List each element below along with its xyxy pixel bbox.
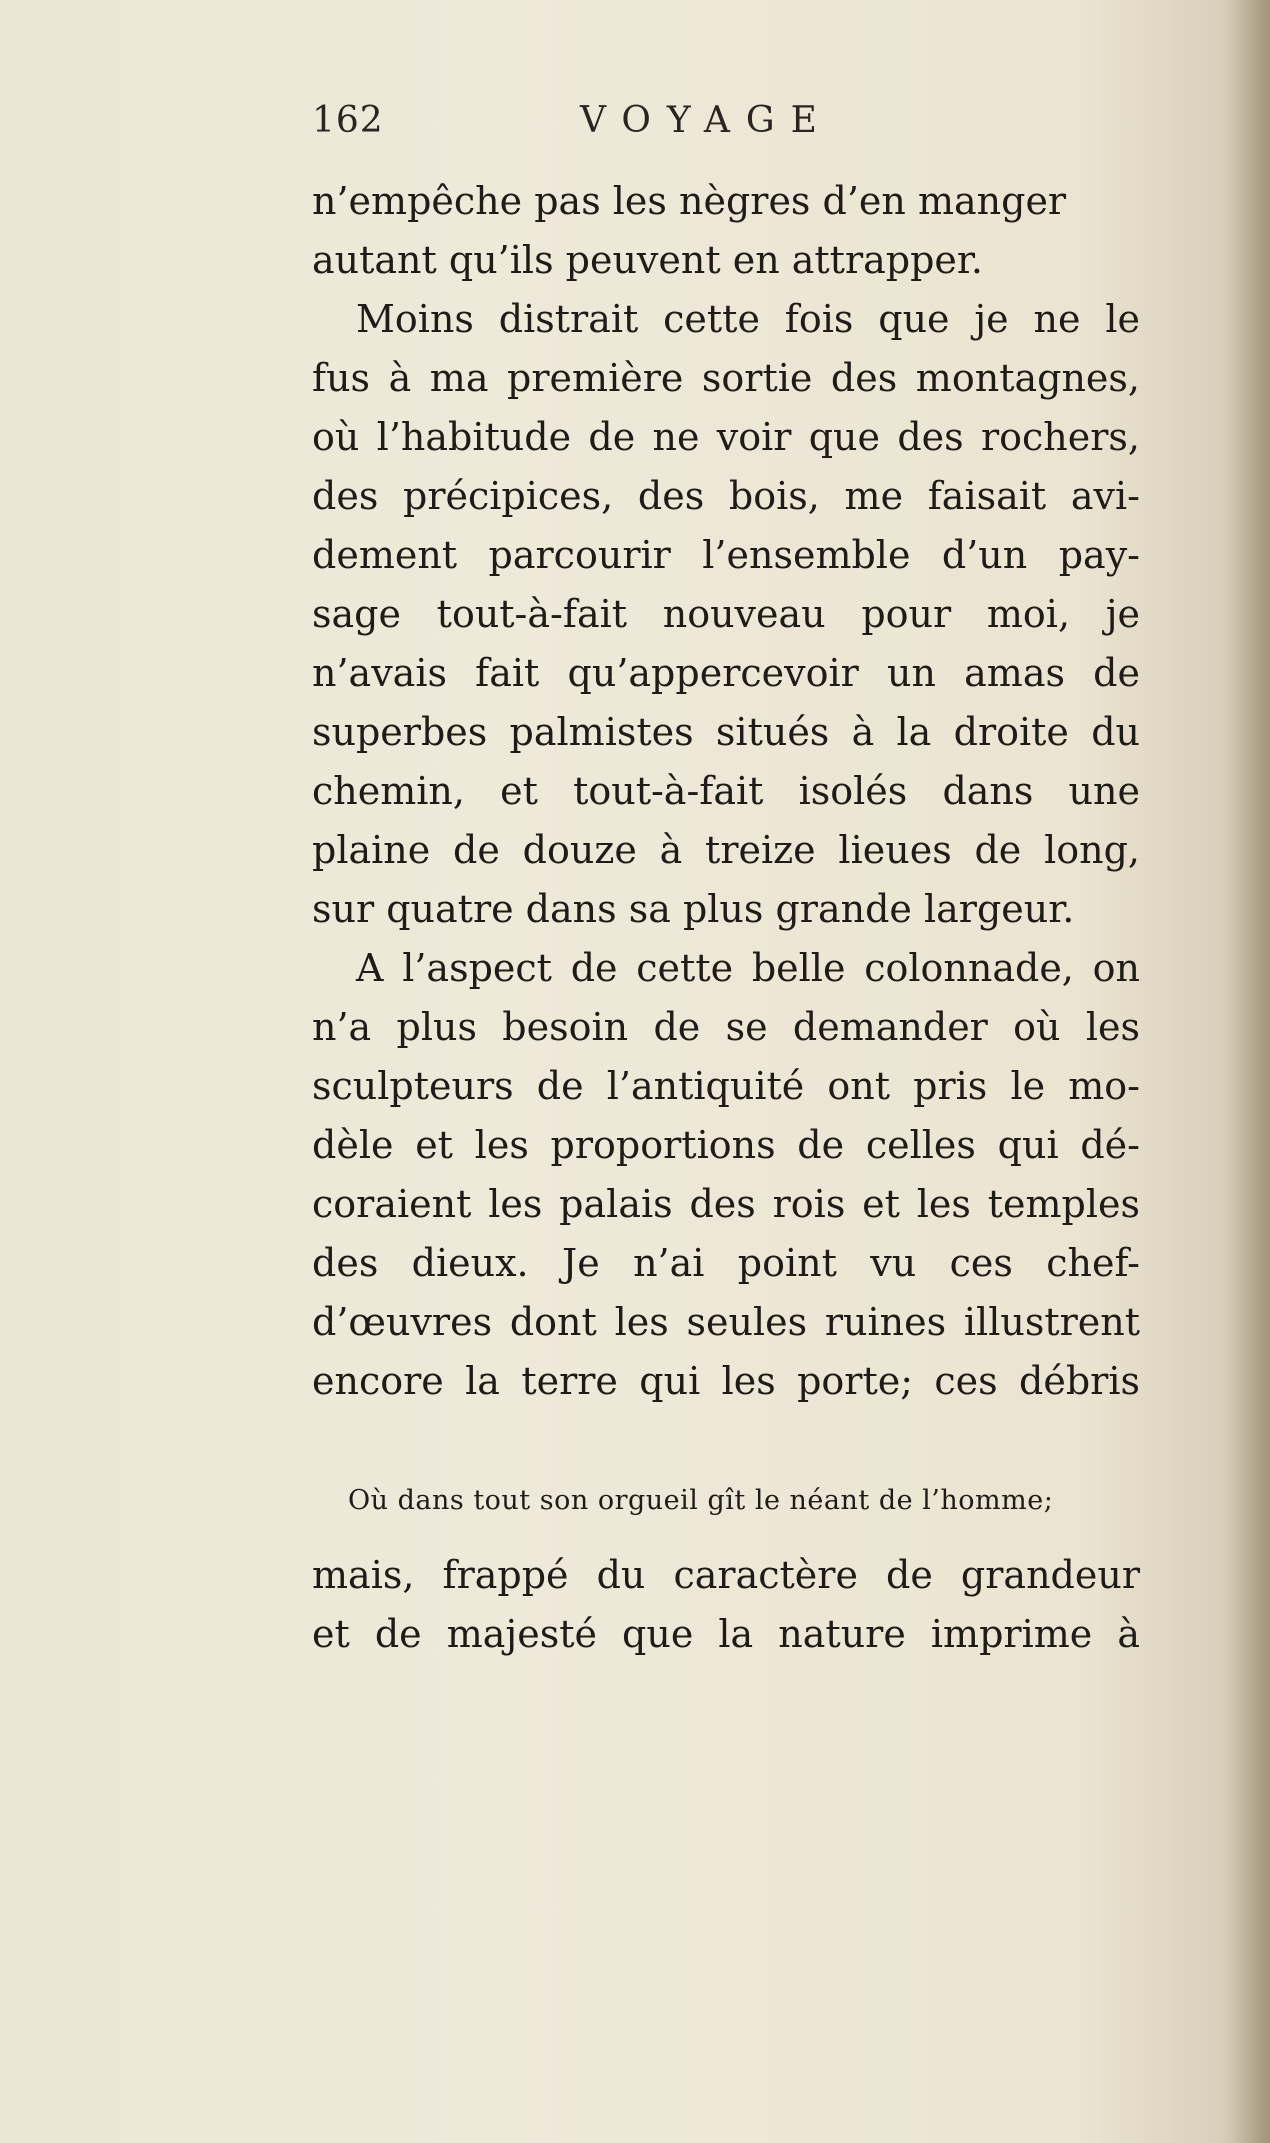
text-line: coraient les palais des rois et les temples	[312, 1182, 1140, 1226]
text-line: sage tout-à-fait nouveau pour moi, je	[312, 592, 1140, 636]
text-line: sculpteurs de l’antiquité ont pris le mo-	[312, 1064, 1140, 1108]
page-header	[312, 100, 1140, 150]
paragraph-start-line: A l’aspect de cette belle colonnade, on	[356, 946, 1140, 990]
text-line: n’a plus besoin de se demander où les	[312, 1005, 1140, 1049]
text-line: dement parcourir l’ensemble d’un pay-	[312, 533, 1140, 577]
text-line: n’empêche pas les nègres d’en manger	[312, 179, 1067, 223]
text-line: des dieux. Je n’ai point vu ces chef-	[312, 1241, 1140, 1285]
page-gutter-shadow	[1230, 0, 1270, 2143]
quoted-verse-line: Où dans tout son orgueil gît le néant de l’homme;	[348, 1485, 1054, 1516]
text-line: superbes palmistes situés à la droite du	[312, 710, 1140, 754]
text-line: mais, frappé du caractère de grandeur	[312, 1553, 1140, 1597]
continuation-text	[312, 1546, 1140, 1664]
text-line: fus à ma première sortie des montagnes,	[312, 356, 1140, 400]
text-line: chemin, et tout-à-fait isolés dans une	[312, 769, 1140, 813]
text-line: où l’habitude de ne voir que des rochers,	[312, 415, 1140, 459]
body-text	[312, 172, 1140, 1411]
running-head: VOYAGE	[580, 100, 833, 141]
text-line: d’œuvres dont les seules ruines illustrent	[312, 1300, 1140, 1344]
text-line: encore la terre qui les porte; ces débris	[312, 1359, 1140, 1403]
text-line: des précipices, des bois, me faisait avi-	[312, 474, 1140, 518]
text-line: autant qu’ils peuvent en attrapper.	[312, 238, 983, 282]
text-line: dèle et les proportions de celles qui dé-	[312, 1123, 1140, 1167]
text-line: plaine de douze à treize lieues de long,	[312, 828, 1140, 872]
page-number: 162	[312, 100, 384, 141]
paragraph-start-line: Moins distrait cette fois que je ne le	[356, 297, 1140, 341]
text-line: sur quatre dans sa plus grande largeur.	[312, 887, 1075, 931]
text-line: n’avais fait qu’appercevoir un amas de	[312, 651, 1140, 695]
text-line: et de majesté que la nature imprime à	[312, 1612, 1140, 1656]
